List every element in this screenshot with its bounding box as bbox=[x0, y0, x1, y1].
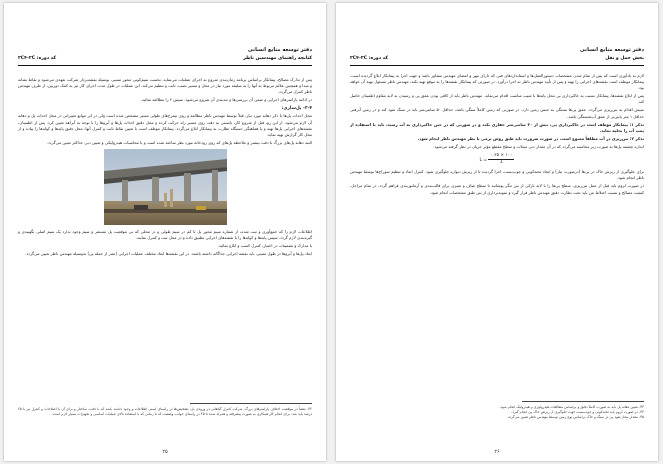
document-page-right bbox=[336, 3, 658, 461]
formula-denominator: Σ bbox=[500, 160, 503, 166]
paragraph: البته دهانه پل‌های بزرگ با دقت بیشتر و ملاحظه پل‌های که روی رودخانه مورد نظر ساخته شده است و با محاسبات هیدرولیکی و تعیین دبی حداکثر تعیین می‌گردد. bbox=[46, 139, 312, 145]
paragraph: برای جلوگیری از ریزش خاک در پی‌ها (درصورت نیاز) و ایجاد تخته‌کوبی و چوب‌بست، اجرا گردیده تا از ریزش دیواره جلوگیری شود. کنترل ابعاد و تنظیم سوراخ‌ها توسط مهندس ناظر انجام شود. bbox=[350, 169, 644, 181]
page-number: ۲۵ bbox=[162, 449, 168, 455]
paragraph: اطلاعات لازم را که جمع‌آوری و ثبت شده، از شماره سیم محور پل تا کم در سیم طولی و در محلی که بی موقعیت پل مستقر و سیم وجود ندارد یک سیم اصلی نگهبندی و گیره‌بندی لازم گردد. سپس پایه‌ها و کوله‌ها را با نقشه‌های اجرایی تطبیق داده و در محل ثبت و کنترل نمایند. bbox=[18, 228, 312, 241]
header-org: دفتر توسعه منابع انسانی bbox=[247, 47, 312, 53]
paragraph: با مدارک و تضمینات در اختیار، کنترل کسب و ابلاغ نمائید. bbox=[217, 243, 312, 249]
paragraph: پس از تدارک مصالح، پیمانکار براساس برنامه زمان‌بندی شروع به اجرای عملیات می‌نماید. نخست سیم‌کوبی محور مسیر، بوسیله نقشه‌بردار شرکت تعهدی می‌شود و نقاط نشانه و مبدا و همچنین علائم مربوط به آنها را به سلیقه مورد نیاز در محل و مسیر نصب، ثابت و تنظیم می‌کند. این عملیات در طول مدت اجرای کار نیز به کمک دوربین، از طرف مهندس ناظر کنترل می‌گردد. bbox=[18, 77, 312, 95]
document-page-left bbox=[4, 3, 326, 461]
page-header bbox=[350, 47, 644, 69]
page-number: ۲۶ bbox=[494, 449, 500, 455]
header-rule bbox=[18, 65, 312, 66]
footnote: ۳۳- تعیین دهانه پل باید به صورت کاملاً دقیق و براساس مطالعات هیدرولوژی و هیدرولیک انجام شود. ۳۴- در صورت لزوم باید تخته‌کوبی و چوب‌بست جهت جلوگیری از ریزش خاک پی انجام گیرد. ۳۵- مقدار مجاز نفوذ پی در سنگ و خاک براساس نوع زمین توسط مهندس ناظر تعیین می‌گردد. bbox=[499, 405, 644, 419]
page-body bbox=[18, 77, 312, 259]
paragraph: در صورت لزوم باید قبل از عمل بتن‌ریزی، سطح پی‌ها را با لایه نازکی از بتن مگر پوشانید تا سطح صاف و تمیزی برای قالب‌بندی و آرماتوربندی فراهم گردد. در تمام مراحل، کیفیت مصالح و نسبت اختلاط بتن باید تحت نظارت دقیق مهندس ناظر قرار گیرد و نمونه‌برداری از بتن طبق مشخصات انجام شود. bbox=[350, 183, 644, 195]
paragraph: پس از ابلاغ نقشه‌ها، پیمانکار نسبت به خاکبرداری پی محل پایه‌ها با شیب مناسب اقدام می‌نماید. مهندس ناظر باید از کافی بودن عمق پی و رسیدن به لایه مقاوم اطمینان حاصل کند. bbox=[350, 93, 644, 105]
formula-fraction bbox=[488, 153, 514, 166]
page-header bbox=[18, 47, 312, 69]
header-org: دفتر توسعه منابع انسانی bbox=[579, 47, 644, 53]
header-section: بخش حمل و نقل bbox=[605, 56, 644, 61]
paragraph: اندازه چشمه پل‌ها به صورت زیر محاسبه می‌گردد که در آن مقدار دبی سیلاب و سطح مقطع مؤثر جریان در نظر گرفته می‌شود. bbox=[433, 143, 644, 149]
paragraph: سپس اقدام به بتن‌ریزی می‌گردد. عمق پی‌ها بستگی به جنس زمین دارد. در صورتی که زمین کاملاً سنگی باشد، حداقل ۵۰ سانتی‌متر باید در سنگ نفوذ کند و در زمین آبرفتی حداقل ۱ متر پایین‌تر از عمق آب‌شستگی باشد. bbox=[350, 107, 644, 119]
header-guide: کتابچه راهنمای مهندسین ناظر bbox=[243, 56, 312, 61]
paragraph: ابعاد پل‌ها و آبروها در طول مسیر، باید نقشه اجرایی جداگانه داشته باشند. در این نقشه‌ها ابعاد مختلف عملیات اجرایی (عمر از جمله پی) به‌وسیله مهندس ناظر تعیین می‌گردد. bbox=[25, 251, 312, 257]
formula-lhs: L = bbox=[479, 158, 488, 164]
note: تذکر ۲: بتن‌ریزی در آب مطلقاً ممنوع است. در صورت ضرورت باید طبق روش ترمی با نظر مهندس ناظر انجام شود. bbox=[417, 135, 644, 141]
note: تذکر ۱: پیمانکار موظف است در خاکبرداری پی، بیش از ۳۰ سانتی‌متر حفاری نکند و در صورتی که در حین خاکبرداری به آب رسید، باید با استفاده از پمپ آب را تخلیه نماید. bbox=[350, 121, 644, 133]
paragraph: در ادامه پارامترهای اجرایی و ضمن آن بررسی‌ها و بندبندی آن شروع می‌شود. سپس ۲ را مطالعه نمائید. bbox=[140, 97, 312, 103]
formula bbox=[350, 153, 644, 166]
paragraph: لازم به یادآوری است که پس از تمام شدن مشخصات دستورالعمل‌ها و استانداردهای فنی که دارای مهر و امضای مهندس مشاور باشد و جهت اجرا به پیمانکار ابلاغ گردیده است، پیمانکار موظف است نقشه‌های اجرایی را تهیه و پس از تأیید مهندس ناظر به اجرا درآورد. در صورتی که پیمانکار نقشه‌ها را به موقع تهیه نکند، مهندس ناظر مسئول تهیه آن خواهد بود. bbox=[350, 73, 644, 91]
header-rule bbox=[350, 65, 644, 66]
header-code: کد دوره: ۲C۴-۲C bbox=[18, 56, 56, 61]
section-heading: ۲-۴- پل‌سازی: bbox=[281, 106, 312, 112]
footnote: ۳۲- بعضاً در موقعیت اختلاف پارامترهای بزرگ، شرکت کنترل گیاهانی در ورودی بل، تشخیص‌ها در راستای ایمنی اطلاعات و وجود داشته باشد که با دقت، ساختار و برای آن با اصلاحات و کنترل نیز با ۲۵ درصد باید شد. برای انجام کار همکاری به صورت پیشرفته و همراه شده تا ۲۵ در راستای جوانب وضعیت که تا زمانی که با استفاده بالای عملیات اساسی و تجهیزات بسیار لازم است. bbox=[18, 407, 312, 416]
page-body bbox=[350, 73, 644, 198]
paragraph: محل احداث پل‌ها با ذکر دهانه مورد نیاز، قبلاً توسط مهندس ناظر مطالعه و روی نیمرخ‌های طولی مسیر مشخص شده است ولی در اثر موانع تغییراتی در محل احداث پل و دهانه آن لازم می‌شود. از این رو، قبل از شروع کار، بایستی به دقت روی مسیر راه حرکت کرده و محل دقیق احداث پل‌ها و آبروها را با توجه به آبراهه تعیین کرد. پس از اطمینان، نقشه‌های اجرایی پل‌ها تهیه و با هماهنگی دستگاه نظارت به پیمانکار ابلاغ می‌گردد. پیمانکار موظف است با تعیین نقاط ثابت و کنترل آنها، محل دقیق پایه‌ها و کوله‌ها را پیاده و از محل کار گزارش تهیه نماید. bbox=[18, 113, 312, 137]
footnote-rule bbox=[522, 401, 644, 402]
footnote-rule bbox=[190, 403, 312, 404]
bridge-photo bbox=[104, 149, 227, 225]
header-code: کد دوره: ۲C۴-۲C bbox=[350, 56, 388, 61]
formula-numerator: ۰.۲۵ × ۱۰۰ bbox=[488, 153, 514, 160]
